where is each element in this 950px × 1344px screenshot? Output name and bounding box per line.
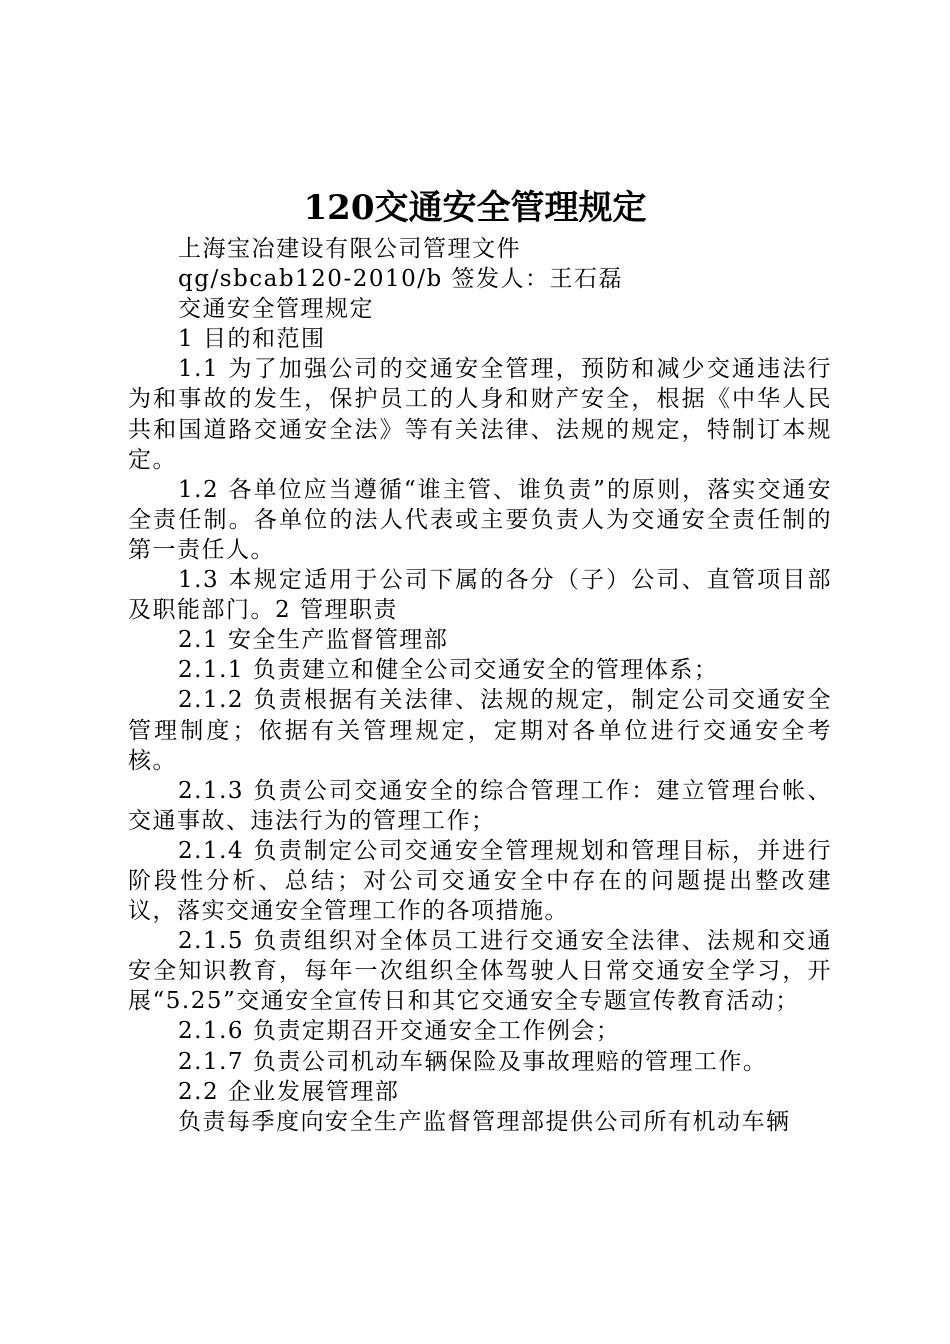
document-subtitle: 交通安全管理规定 [178, 296, 374, 323]
company-header-line: 上海宝冶建设有限公司管理文件 [178, 236, 521, 262]
clause-2-1-4: 2.1.4 负责制定公司交通安全管理规划和管理目标，并进行阶段性分析、总结；对公司交通安全中存在的问题提出整改建议，落实交通安全管理工作的各项措施。 [128, 837, 832, 925]
section-heading-2-2: 2.2 企业发展管理部 [178, 1078, 400, 1105]
clause-1-2: 1.2 各单位应当遵循“谁主管、谁负责”的原则，落实交通安全责任制。各单位的法人代表或主要负责人为交通安全责任制的第一责任人。 [128, 476, 832, 563]
clause-2-1-5: 2.1.5 负责组织对全体员工进行交通安全法律、法规和交通安全知识教育，每年一次组织全体驾驶人日常交通安全学习，开展“5.25”交通安全宣传日和其它交通安全专题宣传教育活动； [128, 928, 832, 1015]
clause-2-2-text: 负责每季度向安全生产监督管理部提供公司所有机动车辆 [178, 1108, 791, 1135]
clause-2-1-7: 2.1.7 负责公司机动车辆保险及事故理赔的管理工作。 [178, 1048, 768, 1075]
clause-2-1-3: 2.1.3 负责公司交通安全的综合管理工作：建立管理台帐、交通事故、违法行为的管理工作； [128, 777, 832, 834]
clause-2-1-6: 2.1.6 负责定期召开交通安全工作例会； [178, 1018, 621, 1045]
clause-1-3: 1.3 本规定适用于公司下属的各分（子）公司、直管项目部及职能部门。2 管理职责 [128, 567, 832, 624]
section-heading-2-1: 2.1 安全生产监督管理部 [178, 627, 449, 654]
section-heading-1: 1 目的和范围 [178, 326, 326, 353]
document-code-signer-line: qg/sbcab120-2010/b 签发人：王石磊 [178, 266, 624, 293]
clause-2-1-1: 2.1.1 负责建立和健全公司交通安全的管理体系； [178, 657, 719, 684]
document-title: 120交通安全管理规定 [303, 188, 647, 228]
clause-1-1: 1.1 为了加强公司的交通安全管理，预防和减少交通违法行为和事故的发生，保护员工的人身和财产安全，根据《中华人民共和国道路交通安全法》等有关法律、法规的规定，特制订本规定。 [128, 356, 832, 473]
clause-2-1-2: 2.1.2 负责根据有关法律、法规的规定，制定公司交通安全管理制度；依据有关管理规定，定期对各单位进行交通安全考核。 [128, 687, 832, 774]
document-body [128, 234, 832, 1137]
